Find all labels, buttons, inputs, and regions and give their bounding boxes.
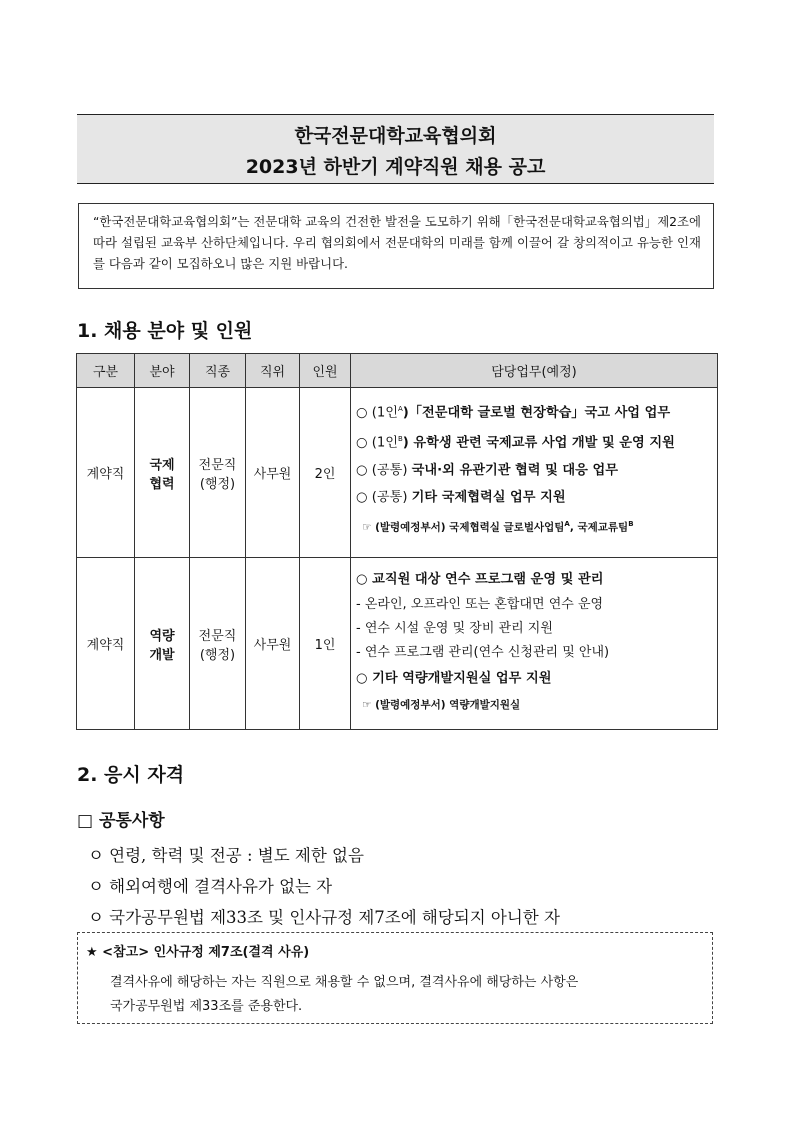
table-header-row <box>77 354 718 388</box>
job-line: 전문직 <box>198 457 237 473</box>
org-name: 한국전문대학교육협의회 <box>294 125 497 147</box>
title-box <box>77 114 714 184</box>
field-line: 협력 <box>149 476 175 492</box>
reference-box <box>77 932 713 1024</box>
header-cell: 구분 <box>77 354 135 388</box>
qualification-item: ㅇ 연령, 학력 및 전공 : 별도 제한 없음 <box>88 846 364 865</box>
job-line: (행정) <box>199 647 236 663</box>
header-cell: 직종 <box>190 354 246 388</box>
duty-line: ○ 교직원 대상 연수 프로그램 운영 및 관리 <box>356 572 604 587</box>
count-cell: 2인 <box>300 388 351 558</box>
rank-cell: 사무원 <box>246 558 300 730</box>
job-line: 전문직 <box>198 628 237 644</box>
page-title: 2023년 하반기 계약직원 채용 공고 <box>245 156 546 178</box>
count-cell: 1인 <box>300 558 351 730</box>
job-cell <box>190 388 246 558</box>
intro-box: “한국전문대학교육협의회”는 전문대학 교육의 건전한 발전을 도모하기 위해「한국전문대학교육협의법」제2조에 따라 설립된 교육부 산하단체입니다. 우리 협의회에서 전문대학의 미래를 함께 이끌어 갈 창의적이고 유능한 인재를 다음과 같이 모집하오니 많은 지원 바랍니다. <box>78 203 714 289</box>
duty-line: ○ (1인$^B$) 유학생 관련 국제교류 사업 개발 및 운영 지원 <box>356 435 675 451</box>
duty-subline: - 연수 시설 운영 및 장비 관리 지원 <box>356 621 553 636</box>
duty-subline: - 연수 프로그램 관리(연수 신청관리 및 안내) <box>356 645 610 660</box>
qualification-item: ㅇ 국가공무원법 제33조 및 인사규정 제7조에 해당되지 아니한 자 <box>88 908 560 927</box>
header-cell: 담당업무(예정) <box>351 354 718 388</box>
table-row <box>77 388 718 558</box>
section1-title: 1. 채용 분야 및 인원 <box>77 320 253 342</box>
duty-cell <box>351 388 718 558</box>
common-subheading: □ 공통사항 <box>77 811 165 831</box>
table-row <box>77 558 718 730</box>
duty-line: ○ (1인$^A$)「전문대학 글로벌 현장학습」국고 사업 업무 <box>356 405 671 421</box>
dept-note: ☞ (발령예정부서) 역량개발지원실 <box>362 699 521 711</box>
field-cell <box>135 558 190 730</box>
type-cell: 계약직 <box>77 388 135 558</box>
header-cell: 분야 <box>135 354 190 388</box>
job-cell <box>190 558 246 730</box>
reference-line: 국가공무원법 제33조를 준용한다. <box>110 999 303 1014</box>
reference-line: 결격사유에 해당하는 자는 직원으로 채용할 수 없으며, 결격사유에 해당하는 사항은 <box>110 975 579 990</box>
duty-subline: - 온라인, 오프라인 또는 혼합대면 연수 운영 <box>356 597 604 612</box>
header-cell: 인원 <box>300 354 351 388</box>
field-line: 개발 <box>149 647 175 663</box>
header-cell: 직위 <box>246 354 300 388</box>
field-line: 역량 <box>149 628 175 644</box>
dept-note: ☞ (발령예정부서) 국제협력실 글로벌사업팀$^A$, 국제교류팀$^B$ <box>362 519 634 534</box>
duty-line: ○ 기타 역량개발지원실 업무 지원 <box>356 671 552 686</box>
type-cell: 계약직 <box>77 558 135 730</box>
duty-line: ○ (공통) 기타 국제협력실 업무 지원 <box>356 489 566 505</box>
rank-cell: 사무원 <box>246 388 300 558</box>
duty-cell <box>351 558 718 730</box>
section2-title: 2. 응시 자격 <box>77 764 185 786</box>
job-line: (행정) <box>199 476 236 492</box>
field-line: 국제 <box>149 457 175 473</box>
recruitment-table <box>76 353 718 730</box>
field-cell <box>135 388 190 558</box>
duty-line: ○ (공통) 국내·외 유관기관 협력 및 대응 업무 <box>356 462 618 478</box>
reference-title: ★ <참고> 인사규정 제7조(결격 사유) <box>86 945 310 960</box>
qualification-item: ㅇ 해외여행에 결격사유가 없는 자 <box>88 877 333 896</box>
